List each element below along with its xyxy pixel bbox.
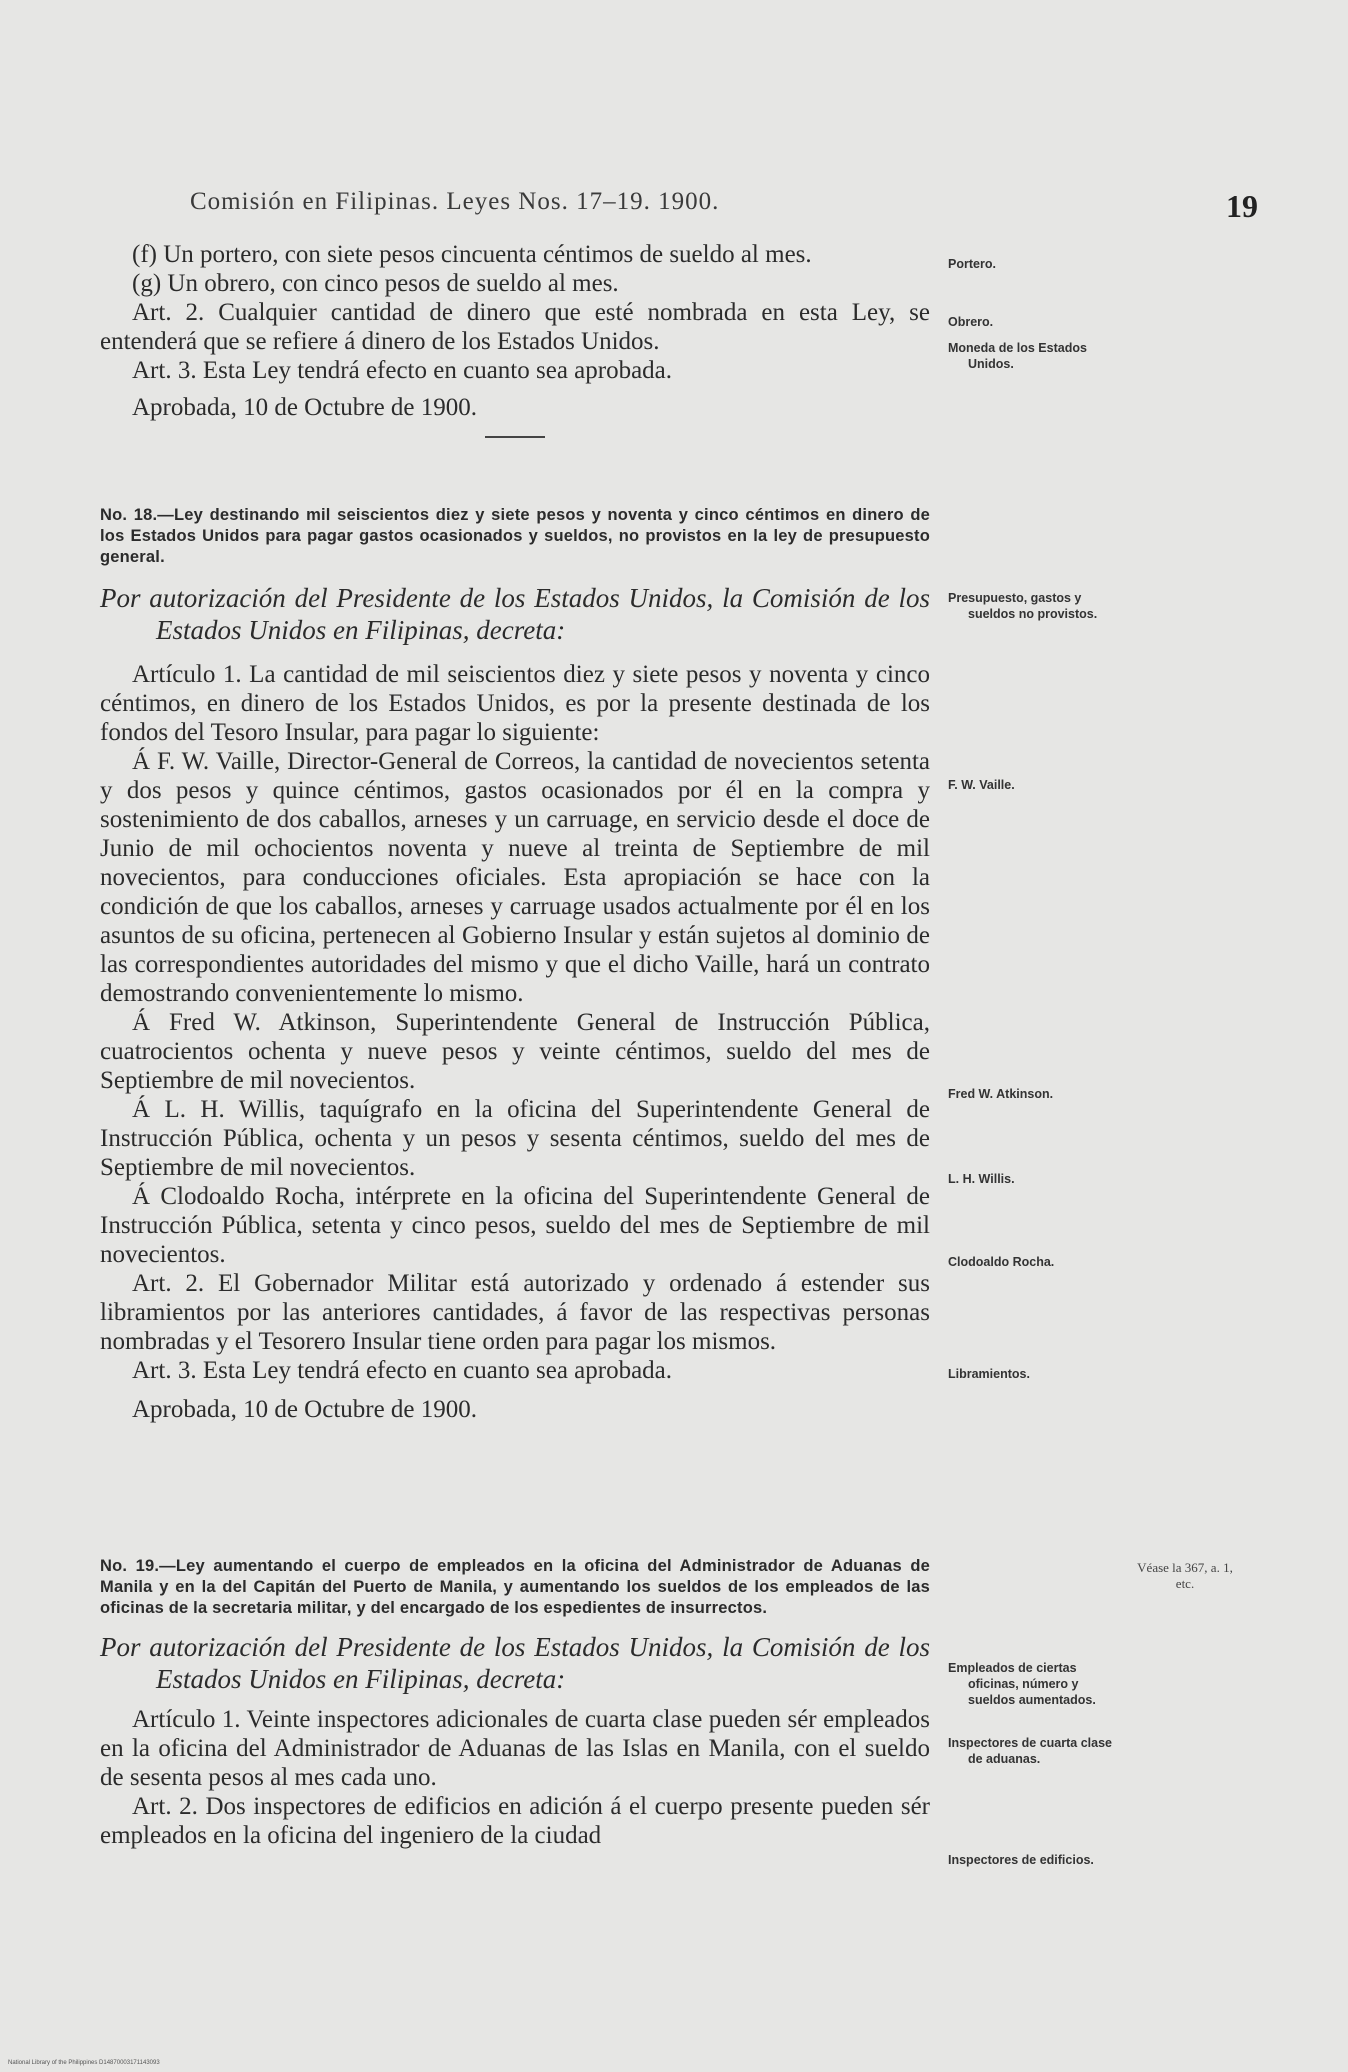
law19-title: No. 19.—Ley aumentando el cuerpo de empleados en la oficina del Administrador de Aduanas de Manila y en la del Capitán del Puerto de Manila, y aumentando los sueldos de los empleados de las oficinas de la secretaria militar, y del encargado de los espedientes de insurrectos. (100, 1557, 930, 1617)
note-inspectores-edificios: Inspectores de edificios. (948, 1853, 1094, 1867)
law17-art2: Art. 2. Cualquier cantidad de dinero que esté nombrada en esta Ley, se entenderá que se refiere á dinero de los Estados Unidos. (100, 299, 930, 355)
note-willis: L. H. Willis. (948, 1172, 1015, 1186)
law18-preamble: Por autorización del Presidente de los Estados Unidos, la Comisión de los Estados Unidos en Filipinas, decreta: (100, 583, 930, 645)
law18-art3: Art. 3. Esta Ley tendrá efecto en cuanto sea aprobada. (132, 1357, 673, 1384)
page-number: 19 (1226, 188, 1258, 224)
note-obrero: Obrero. (948, 315, 994, 329)
law18-rocha: Á Clodoaldo Rocha, intérprete en la oficina del Superintendente General de Instrucción Pública, setenta y cinco pesos, sueldo del mes de Septiembre de mil novecientos. (100, 1183, 930, 1268)
item-f: (f) Un portero, con siete pesos cincuenta céntimos de sueldo al mes. (132, 241, 812, 268)
note-empleados: Empleados de ciertas oficinas, número y sueldos aumentados. (948, 1661, 1096, 1707)
law18-approved: Aprobada, 10 de Octubre de 1900. (132, 1396, 478, 1423)
law17-art3: Art. 3. Esta Ley tendrá efecto en cuanto sea aprobada. (132, 357, 673, 384)
law19-section (100, 1556, 930, 1850)
note-portero: Portero. (948, 257, 996, 271)
law18-art1: Artículo 1. La cantidad de mil seiscientos diez y siete pesos y noventa y cinco céntimos, en dinero de los Estados Unidos, es por la presente destinada de los fondos del Tesoro Insular, para pagar lo siguiente: (100, 661, 930, 746)
note-moneda: Moneda de los Estados Unidos. (948, 341, 1087, 371)
note-rocha: Clodoaldo Rocha. (948, 1255, 1055, 1269)
note-presupuesto: Presupuesto, gastos y sueldos no provistos. (948, 591, 1098, 621)
note-atkinson: Fred W. Atkinson. (948, 1087, 1054, 1101)
law18-atkinson: Á Fred W. Atkinson, Superintendente General de Instrucción Pública, cuatrocientos ochenta y nueve pesos y veinte céntimos, sueldo del mes de Septiembre de mil novecientos. (100, 1009, 930, 1094)
note-libramientos: Libramientos. (948, 1367, 1030, 1381)
law19-art2: Art. 2. Dos inspectores de edificios en adición á el cuerpo presente pueden sér empleados en la oficina del ingeniero de la ciudad (100, 1793, 930, 1849)
note-vease: Véase la 367, a. 1, etc. (1137, 1560, 1233, 1591)
law17-approved: Aprobada, 10 de Octubre de 1900. (132, 394, 478, 421)
law18-art2: Art. 2. El Gobernador Militar está autorizado y ordenado á estender sus libramientos por las anteriores cantidades, á favor de las respectivas personas nombradas y el Tesorero Insular tiene orden para pagar los mismos. (100, 1270, 930, 1355)
law18-section (100, 505, 930, 1424)
law19-art1: Artículo 1. Veinte inspectores adicionales de cuarta clase pueden sér empleados en la oficina del Administrador de Aduanas de las Islas en Manila, con el sueldo de sesenta pesos al mes cada uno. (100, 1706, 930, 1791)
law17-ending (100, 240, 930, 452)
law19-preamble: Por autorización del Presidente de los Estados Unidos, la Comisión de los Estados Unidos en Filipinas, decreta: (100, 1632, 930, 1694)
running-header: Comisión en Filipinas. Leyes Nos. 17–19. 1900. (190, 188, 720, 215)
law18-title: No. 18.—Ley destinando mil seiscientos diez y siete pesos y noventa y cinco céntimos en dinero de los Estados Unidos para pagar gastos ocasionados y sueldos, no provistos en la ley de presupuesto general. (100, 506, 930, 566)
item-g: (g) Un obrero, con cinco pesos de sueldo al mes. (132, 270, 619, 297)
scan-footer: National Library of the Philippines D14870003171143093 (8, 2060, 160, 2066)
law18-willis: Á L. H. Willis, taquígrafo en la oficina del Superintendente General de Instrucción Pública, ochenta y un pesos y sesenta céntimos, sueldo del mes de Septiembre de mil novecientos. (100, 1096, 930, 1181)
section-divider (485, 436, 545, 438)
law18-vaille: Á F. W. Vaille, Director-General de Correos, la cantidad de novecientos setenta y dos pesos y quince céntimos, gastos ocasionados por él en la compra y sostenimiento de dos caballos, arneses y un carruage, en servicio desde el doce de Junio de mil ochocientos noventa y nueve al treinta de Septiembre de mil novecientos, para conducciones oficiales. Esta apropiación se hace con la condición de que los caballos, arneses y carruage usados actualmente por él en los asuntos de su oficina, pertenecen al Gobierno Insular y están sujetos al dominio de las correspondientes autoridades del mismo y que el dicho Vaille, hará un contrato demostrando convenientemente lo mismo. (100, 748, 930, 1007)
note-vaille: F. W. Vaille. (948, 778, 1015, 792)
note-inspectores-cuarta: Inspectores de cuarta clase de aduanas. (948, 1736, 1112, 1766)
